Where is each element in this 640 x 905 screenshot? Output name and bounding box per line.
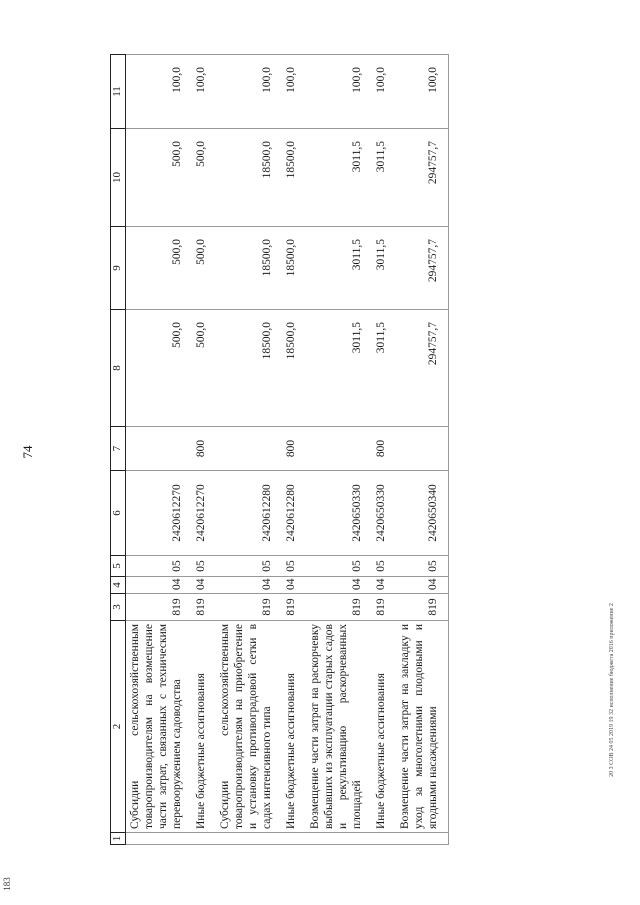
grbs-code: 819: [192, 594, 216, 621]
item-name: Возмещение части затрат на закладку и уход за многолетними плодовыми и ягодными насаждениями: [396, 621, 449, 833]
value-col8: 18500,0: [282, 310, 306, 427]
col1-cell: [192, 833, 216, 845]
subsection-code: 05: [192, 556, 216, 577]
grbs-code: 819: [126, 594, 193, 621]
value-col8: 500,0: [126, 310, 193, 427]
table-header-row: [111, 55, 126, 845]
table-row: [216, 55, 282, 845]
value-col10: 500,0: [192, 129, 216, 227]
value-col11: 100,0: [216, 55, 282, 129]
section-code: 04: [372, 577, 396, 594]
value-col8: 3011,5: [306, 310, 372, 427]
expense-type-code: [216, 427, 282, 471]
col1-cell: [372, 833, 396, 845]
subsection-code: 05: [282, 556, 306, 577]
subsection-code: 05: [216, 556, 282, 577]
value-col10: 500,0: [126, 129, 193, 227]
value-col9: 18500,0: [216, 227, 282, 310]
header-cell: 6: [111, 471, 126, 556]
value-col9: 500,0: [192, 227, 216, 310]
value-col10: 18500,0: [282, 129, 306, 227]
col1-cell: [306, 833, 372, 845]
header-cell: 3: [111, 594, 126, 621]
expense-type-code: 800: [192, 427, 216, 471]
table-row: [126, 55, 193, 845]
header-cell: 5: [111, 556, 126, 577]
budget-table: [110, 54, 449, 845]
section-code: 04: [216, 577, 282, 594]
section-code: 04: [282, 577, 306, 594]
target-article-code: 2420612280: [216, 471, 282, 556]
expense-type-code: [396, 427, 449, 471]
item-name: Субсидии сельскохозяйственным товаропроизводителям на приобретение и установку противоградовой сетки в садах интенсивного типа: [216, 621, 282, 833]
grbs-code: 819: [282, 594, 306, 621]
subsection-code: 05: [126, 556, 193, 577]
value-col10: 18500,0: [216, 129, 282, 227]
expense-type-code: [126, 427, 193, 471]
subsection-code: 05: [372, 556, 396, 577]
col1-cell: [282, 833, 306, 845]
value-col9: 18500,0: [282, 227, 306, 310]
value-col10: 3011,5: [372, 129, 396, 227]
header-cell: 8: [111, 310, 126, 427]
item-name: Возмещение части затрат на раскорчевку выбывших из эксплуатации старых садов и рекультивацию раскорчеванных площадей: [306, 621, 372, 833]
target-article-code: 2420612270: [126, 471, 193, 556]
value-col8: 294757,7: [396, 310, 449, 427]
value-col9: 3011,5: [306, 227, 372, 310]
value-col11: 100,0: [372, 55, 396, 129]
rotated-table-container: [110, 45, 520, 845]
file-path-footer: 20 3 СОВ 24 05 2019 19 32 исполнение бюджета 2016 приложение 2: [609, 603, 615, 777]
target-article-code: 2420650330: [372, 471, 396, 556]
target-article-code: 2420650340: [396, 471, 449, 556]
value-col11: 100,0: [192, 55, 216, 129]
section-code: 04: [126, 577, 193, 594]
target-article-code: 2420612270: [192, 471, 216, 556]
value-col11: 100,0: [306, 55, 372, 129]
value-col8: 500,0: [192, 310, 216, 427]
value-col11: 100,0: [126, 55, 193, 129]
item-name: Иные бюджетные ассигнования: [282, 621, 306, 833]
target-article-code: 2420650330: [306, 471, 372, 556]
table-row: [282, 55, 306, 845]
value-col10: 294757,7: [396, 129, 449, 227]
header-cell: 2: [111, 621, 126, 833]
header-cell: 7: [111, 427, 126, 471]
value-col11: 100,0: [396, 55, 449, 129]
table-row: [192, 55, 216, 845]
table-row: [306, 55, 372, 845]
header-cell: 11: [111, 55, 126, 129]
value-col10: 3011,5: [306, 129, 372, 227]
value-col11: 100,0: [282, 55, 306, 129]
header-cell: 4: [111, 577, 126, 594]
subsection-code: 05: [306, 556, 372, 577]
item-name: Иные бюджетные ассигнования: [372, 621, 396, 833]
section-code: 04: [306, 577, 372, 594]
value-col9: 3011,5: [372, 227, 396, 310]
header-cell: 1: [111, 833, 126, 845]
value-col9: 500,0: [126, 227, 193, 310]
value-col9: 294757,7: [396, 227, 449, 310]
col1-cell: [216, 833, 282, 845]
col1-cell: [126, 833, 193, 845]
target-article-code: 2420612280: [282, 471, 306, 556]
value-col8: 3011,5: [372, 310, 396, 427]
grbs-code: 819: [372, 594, 396, 621]
header-cell: 10: [111, 129, 126, 227]
grbs-code: 819: [306, 594, 372, 621]
col1-cell: [396, 833, 449, 845]
value-col8: 18500,0: [216, 310, 282, 427]
item-name: Иные бюджетные ассигнования: [192, 621, 216, 833]
expense-type-code: [306, 427, 372, 471]
grbs-code: 819: [216, 594, 282, 621]
expense-type-code: 800: [372, 427, 396, 471]
page-number: 74: [20, 445, 35, 459]
section-code: 04: [396, 577, 449, 594]
table-row: [396, 55, 449, 845]
table-row: [372, 55, 396, 845]
expense-type-code: 800: [282, 427, 306, 471]
section-code: 04: [192, 577, 216, 594]
subsection-code: 05: [396, 556, 449, 577]
grbs-code: 819: [396, 594, 449, 621]
header-cell: 9: [111, 227, 126, 310]
item-name: Субсидии сельскохозяйственным товаропроизводителям на возмещение части затрат, связанных с техническим перевооружением садоводства: [126, 621, 193, 833]
sheet-number: 183: [2, 877, 12, 891]
